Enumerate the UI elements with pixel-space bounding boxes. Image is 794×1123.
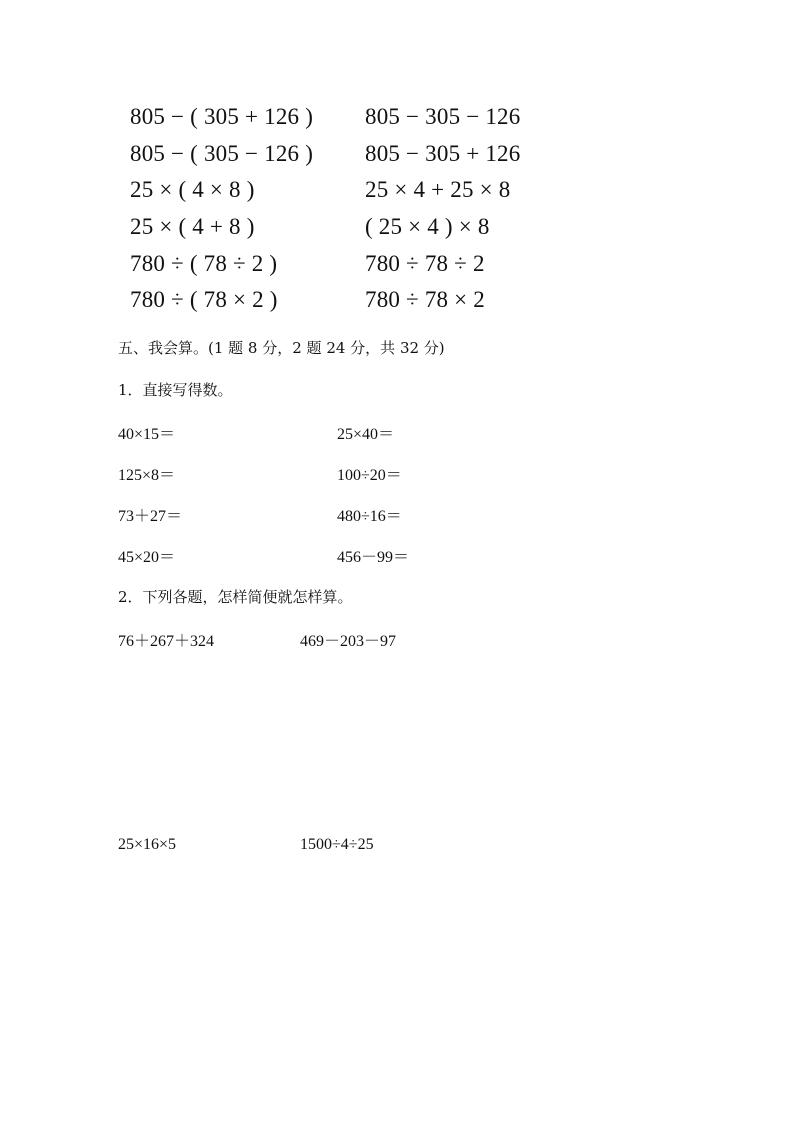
simplify-item: 469－203－97 (300, 633, 397, 650)
calc-item: 40×15＝ (118, 426, 176, 443)
calc-item: 25×40＝ (337, 426, 395, 443)
simplify-item: 25×16×5 (118, 836, 177, 853)
part2-label: 2．下列各题，怎样简便就怎样算。 (118, 588, 353, 606)
simplify-item: 76＋267＋324 (118, 633, 215, 650)
calc-item: 100÷20＝ (337, 467, 402, 484)
comparison-left-expression: 25 × ( 4 × 8 ) (130, 177, 255, 202)
comparison-left-expression: 25 × ( 4 + 8 ) (130, 214, 255, 239)
comparison-row (0, 287, 794, 323)
comparison-row (0, 104, 794, 140)
comparison-right-expression: 780 ÷ 78 × 2 (365, 287, 485, 312)
calc-item: 125×8＝ (118, 467, 176, 484)
calc-item: 480÷16＝ (337, 508, 402, 525)
comparison-row (0, 141, 794, 177)
comparison-right-expression: 25 × 4 + 25 × 8 (365, 177, 511, 202)
comparison-left-expression: 780 ÷ ( 78 × 2 ) (130, 287, 278, 312)
comparison-row (0, 251, 794, 287)
section-title: 五、我会算。(1 题 8 分，2 题 24 分，共 32 分) (118, 339, 445, 357)
comparison-row (0, 214, 794, 250)
calc-item: 73＋27＝ (118, 508, 183, 525)
comparison-right-expression: 780 ÷ 78 ÷ 2 (365, 251, 485, 276)
comparison-left-expression: 805 − ( 305 − 126 ) (130, 141, 314, 166)
comparison-left-expression: 780 ÷ ( 78 ÷ 2 ) (130, 251, 278, 276)
calc-item: 456－99＝ (337, 549, 410, 566)
comparison-left-expression: 805 − ( 305 + 126 ) (130, 104, 314, 129)
comparison-right-expression: 805 − 305 − 126 (365, 104, 521, 129)
part1-label: 1．直接写得数。 (118, 381, 233, 399)
comparison-right-expression: ( 25 × 4 ) × 8 (365, 214, 490, 239)
calc-item: 45×20＝ (118, 549, 176, 566)
simplify-item: 1500÷4÷25 (300, 836, 374, 853)
comparison-right-expression: 805 − 305 + 126 (365, 141, 521, 166)
comparison-row (0, 177, 794, 213)
